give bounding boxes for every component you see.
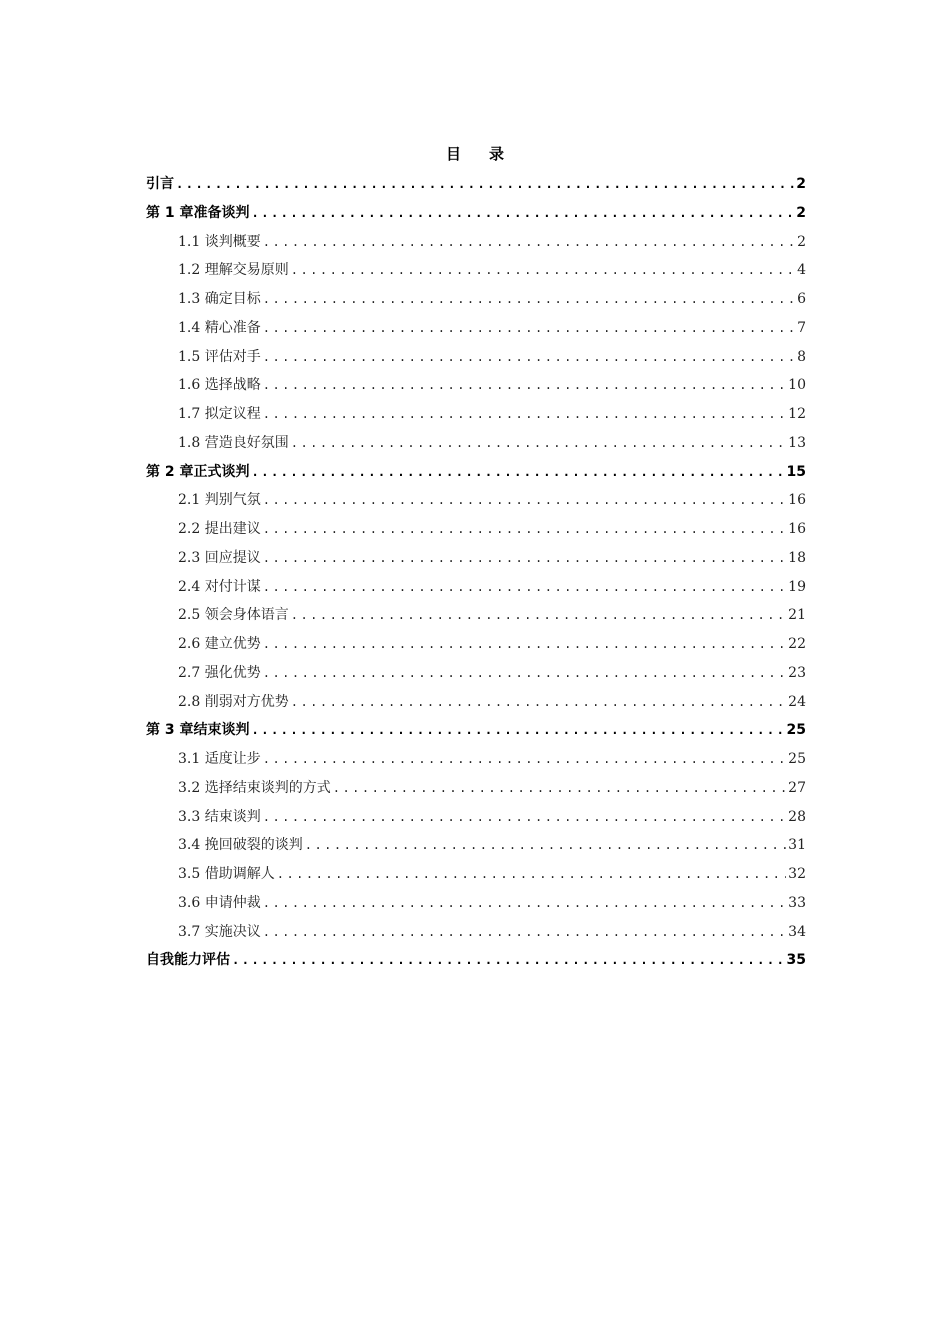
toc-page-number: 21 [788,607,806,624]
toc-page-number: 10 [788,377,806,394]
toc-entry-label: 1.2 理解交易原则 [178,262,289,279]
toc-dot-leader [176,170,794,199]
toc-section-entry[interactable] [146,371,806,400]
toc-dot-leader [263,314,794,343]
toc-dot-leader [263,285,794,314]
toc-page-number: 22 [788,636,806,652]
toc-entry-label: 2.7 强化优势 [178,664,261,681]
toc-page-number: 24 [788,693,806,710]
toc-page-number: 7 [797,319,806,336]
toc-page-number: 13 [788,434,806,451]
toc-dot-leader [291,429,786,458]
toc-entry-label: 2.8 削弱对方优势 [178,693,289,710]
toc-section-entry[interactable] [146,544,806,573]
toc-dot-leader [263,400,786,429]
toc-entry-label: 3.3 结束谈判 [178,808,261,825]
toc-entry-label: 准备谈判 [193,204,250,221]
toc-page-number: 32 [788,866,806,882]
toc-section-entry[interactable] [146,831,806,860]
toc-section-entry[interactable] [146,429,806,458]
toc-page-number: 12 [788,406,806,422]
toc-chapter-entry[interactable] [146,946,806,975]
toc-entry-label: 3.5 借助调解人 [178,866,275,882]
toc-dot-leader [263,659,786,688]
toc-page-number: 16 [788,492,806,509]
toc-page-number: 25 [788,751,806,767]
toc-section-entry[interactable] [146,659,806,688]
toc-page-number: 2 [796,176,806,192]
toc-chapter-number: 第 3 章 [146,722,194,739]
toc-entry-label: 1.4 精心准备 [178,319,261,336]
toc-entry-label: 1.5 评估对手 [178,348,261,365]
toc-dot-leader [263,343,794,372]
toc-section-entry[interactable] [146,515,806,544]
toc-section-entry[interactable] [146,774,806,803]
toc-entry-label: 1.8 营造良好氛围 [178,434,289,451]
toc-section-entry[interactable] [146,486,806,515]
toc-page-number: 33 [788,894,806,911]
toc-dot-leader [263,228,794,257]
toc-dot-leader [252,199,795,228]
toc-entry-label: 3.1 适度让步 [178,751,261,767]
toc-page-number: 15 [786,463,806,480]
toc-page-number: 18 [788,549,806,566]
toc-dot-leader [291,601,786,630]
toc-section-entry[interactable] [146,573,806,602]
toc-section-entry[interactable] [146,803,806,832]
toc-page-number: 16 [788,521,806,537]
toc-page-number: 28 [788,808,806,825]
toc-section-entry[interactable] [146,688,806,717]
toc-dot-leader [277,860,786,889]
toc-entry-label: 引言 [146,176,174,192]
toc-section-entry[interactable] [146,630,806,659]
toc-chapter-entry[interactable] [146,716,806,745]
toc-section-entry[interactable] [146,601,806,630]
toc-chapter-entry[interactable] [146,199,806,228]
toc-dot-leader [291,688,786,717]
toc-page-number: 27 [788,779,806,796]
toc-entry-label: 结束谈判 [193,722,250,739]
toc-chapter-number: 第 2 章 [146,463,194,480]
toc-dot-leader [263,745,786,774]
toc-title [0,143,950,164]
toc-section-entry[interactable] [146,285,806,314]
toc-dot-leader [263,630,786,659]
toc-page-number: 2 [797,233,806,250]
toc-chapter-number: 第 1 章 [146,204,194,221]
toc-dot-leader [252,458,785,487]
toc-section-entry[interactable] [146,860,806,889]
toc-dot-leader [232,946,785,975]
toc-entry-label: 3.7 实施决议 [178,923,261,940]
toc-section-entry[interactable] [146,314,806,343]
toc-page-number: 8 [797,348,806,365]
toc-dot-leader [252,716,785,745]
toc-entry-label: 正式谈判 [193,463,250,480]
toc-dot-leader [263,486,786,515]
toc-dot-leader [263,803,786,832]
toc-section-entry[interactable] [146,228,806,257]
toc-entry-label: 3.4 挽回破裂的谈判 [178,837,303,854]
toc-entry-label: 2.4 对付计谋 [178,578,261,595]
toc-page-number: 4 [797,262,806,279]
toc-dot-leader [263,889,786,918]
toc-dot-leader [263,371,786,400]
toc-page-number: 35 [786,952,806,969]
toc-dot-leader [263,918,786,947]
toc-dot-leader [263,515,786,544]
toc-page-number: 31 [788,837,806,854]
toc-entry-label: 1.7 拟定议程 [178,406,261,422]
toc-entry-label: 1.1 谈判概要 [178,233,261,250]
toc-entry-label: 2.2 提出建议 [178,521,261,537]
toc-list [146,170,806,975]
toc-entry-label: 3.6 申请仲裁 [178,894,261,911]
toc-chapter-entry[interactable] [146,170,806,199]
toc-chapter-entry[interactable] [146,458,806,487]
toc-dot-leader [291,256,794,285]
toc-section-entry[interactable] [146,889,806,918]
toc-entry-label: 2.6 建立优势 [178,636,261,652]
toc-section-entry[interactable] [146,400,806,429]
toc-page-number: 6 [797,291,806,307]
toc-page-number: 23 [788,664,806,681]
toc-dot-leader [263,573,786,602]
toc-page-number: 34 [788,923,806,940]
toc-entry-label: 3.2 选择结束谈判的方式 [178,779,331,796]
toc-section-entry[interactable] [146,343,806,372]
toc-dot-leader [263,544,786,573]
toc-dot-leader [333,774,786,803]
toc-page-number: 19 [788,578,806,595]
toc-page-number: 2 [796,204,806,221]
toc-entry-label: 1.3 确定目标 [178,291,261,307]
toc-entry-label: 2.5 领会身体语言 [178,607,289,624]
toc-section-entry[interactable] [146,918,806,947]
toc-dot-leader [305,831,786,860]
toc-title-right: 录 [489,145,505,163]
toc-section-entry[interactable] [146,256,806,285]
toc-entry-label: 1.6 选择战略 [178,377,261,394]
toc-section-entry[interactable] [146,745,806,774]
toc-entry-label: 自我能力评估 [146,952,230,969]
toc-page-number: 25 [786,722,806,739]
toc-entry-label: 2.1 判别气氛 [178,492,261,509]
toc-title-left: 目 [445,145,461,163]
toc-entry-label: 2.3 回应提议 [178,549,261,566]
